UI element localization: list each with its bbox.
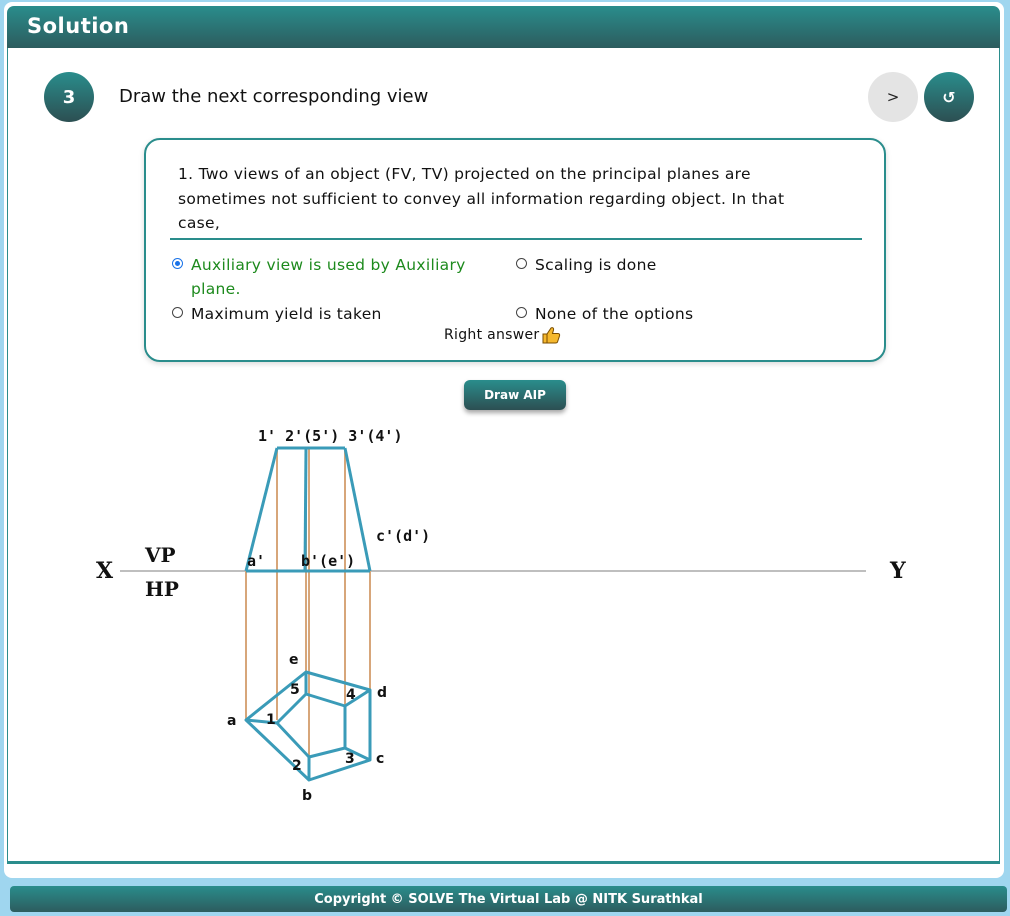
tv-label-d: d xyxy=(377,685,388,701)
tv-label-4: 4 xyxy=(346,687,356,703)
fv-top-label: 1' 2'(5') 3'(4') xyxy=(258,427,403,445)
tv-label-c: c xyxy=(376,751,385,767)
fv-a-label: a' xyxy=(247,552,266,570)
option-label: None of the options xyxy=(535,305,694,323)
option-label: Scaling is done xyxy=(535,256,657,274)
reset-button[interactable]: ↺ xyxy=(924,72,974,122)
question-text: 1. Two views of an object (FV, TV) projected on the principal planes are sometimes not sufficient to convey all information regarding object. In that case, xyxy=(178,165,785,232)
option-label: Auxiliary view is used by Auxiliary plane. xyxy=(191,256,466,298)
vp-label: VP xyxy=(145,543,176,567)
y-label: Y xyxy=(890,558,906,584)
tv-label-a: a xyxy=(227,713,237,729)
next-button[interactable]: > xyxy=(868,72,918,122)
step-title: Draw the next corresponding view xyxy=(119,86,429,107)
tv-label-e: e xyxy=(289,652,299,668)
tv-label-b: b xyxy=(302,788,313,804)
header-title: Solution xyxy=(27,14,130,38)
tv-inner-pentagon xyxy=(277,694,345,757)
tv-label-1: 1 xyxy=(266,712,276,728)
tv-label-2: 2 xyxy=(292,758,302,774)
fv-be-label: b'(e') xyxy=(301,552,356,570)
option-label: Maximum yield is taken xyxy=(191,305,382,323)
tv-label-5: 5 xyxy=(290,682,300,698)
draw-aip-button[interactable]: Draw AIP xyxy=(464,380,566,410)
feedback-text: Right answer xyxy=(444,327,540,343)
tv-label-3: 3 xyxy=(345,751,355,767)
x-label: X xyxy=(96,558,114,584)
hp-label: HP xyxy=(145,577,179,601)
fv-right-label: c'(d') xyxy=(376,527,431,545)
footer: Copyright © SOLVE The Virtual Lab @ NITK Surathkal xyxy=(10,886,1007,912)
step-number-badge: 3 xyxy=(44,72,94,122)
